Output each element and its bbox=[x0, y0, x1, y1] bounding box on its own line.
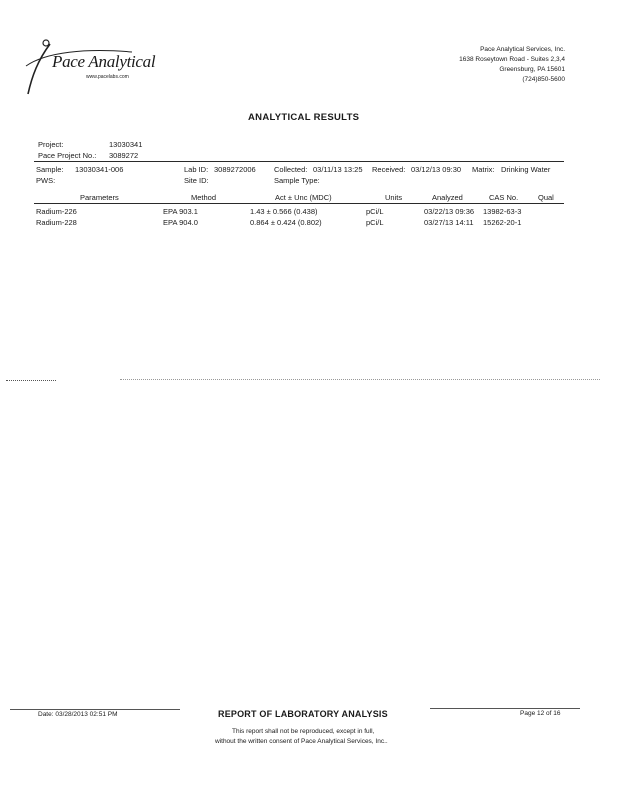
lab-id-value: 3089272006 bbox=[214, 165, 256, 174]
received-value: 03/12/13 09:30 bbox=[411, 165, 462, 174]
pace-project-value: 3089272 bbox=[109, 151, 139, 160]
table-header-rule bbox=[34, 203, 564, 204]
sample-type-label: Sample Type: bbox=[274, 176, 320, 185]
collected-value: 03/11/13 13:25 bbox=[313, 165, 363, 174]
matrix-value: Drinking Water bbox=[501, 165, 551, 174]
scan-artifact-line bbox=[120, 379, 600, 380]
cell-parameter: Radium-228 bbox=[36, 218, 77, 227]
col-header-units: Units bbox=[385, 193, 403, 202]
logo-url: www.pacelabs.com bbox=[86, 74, 129, 80]
pace-project-label: Pace Project No.: bbox=[38, 151, 97, 160]
cell-method: EPA 903.1 bbox=[163, 207, 198, 216]
col-header-activity: Act ± Unc (MDC) bbox=[275, 193, 332, 202]
cell-activity: 1.43 ± 0.566 (0.438) bbox=[250, 207, 318, 216]
lab-id-label: Lab ID: bbox=[184, 165, 209, 174]
logo-wordmark: Pace Analytical bbox=[52, 52, 156, 71]
cell-cas: 13982-63-3 bbox=[483, 207, 522, 216]
project-label: Project: bbox=[38, 140, 64, 149]
col-header-method: Method bbox=[191, 193, 217, 202]
company-logo bbox=[16, 34, 156, 96]
report-date: Date: 03/28/2013 02:51 PM bbox=[38, 711, 118, 718]
cell-units: pCi/L bbox=[366, 218, 384, 227]
matrix-label: Matrix: bbox=[472, 165, 495, 174]
report-footer-title: REPORT OF LABORATORY ANALYSIS bbox=[218, 709, 388, 719]
phone-number: (724)850-5600 bbox=[522, 76, 565, 83]
project-value: 13030341 bbox=[109, 140, 143, 149]
sample-value: 13030341-006 bbox=[75, 165, 124, 174]
footer-rule-right bbox=[430, 708, 580, 709]
scan-artifact-line bbox=[6, 380, 56, 381]
cell-cas: 15262-20-1 bbox=[483, 218, 522, 227]
site-id-label: Site ID: bbox=[184, 176, 209, 185]
address-line-1: 1638 Roseytown Road - Suites 2,3,4 bbox=[459, 56, 565, 63]
cell-analyzed: 03/22/13 09:36 bbox=[424, 207, 475, 216]
page-title: ANALYTICAL RESULTS bbox=[248, 112, 360, 123]
cell-units: pCi/L bbox=[366, 207, 384, 216]
company-name: Pace Analytical Services, Inc. bbox=[480, 46, 565, 53]
col-header-qual: Qual bbox=[538, 193, 554, 202]
footer-rule-left bbox=[10, 709, 180, 710]
cell-parameter: Radium-226 bbox=[36, 207, 77, 216]
col-header-cas: CAS No. bbox=[489, 193, 519, 202]
pws-label: PWS: bbox=[36, 176, 56, 185]
collected-label: Collected: bbox=[274, 165, 308, 174]
received-label: Received: bbox=[372, 165, 406, 174]
cell-activity: 0.864 ± 0.424 (0.802) bbox=[250, 218, 322, 227]
col-header-parameters: Parameters bbox=[80, 193, 119, 202]
footer-notice-2: without the written consent of Pace Analytical Services, Inc.. bbox=[215, 738, 388, 745]
address-line-2: Greensburg, PA 15601 bbox=[499, 66, 565, 73]
lab-address-block bbox=[459, 45, 565, 85]
cell-method: EPA 904.0 bbox=[163, 218, 198, 227]
cell-analyzed: 03/27/13 14:11 bbox=[424, 218, 474, 227]
sample-label: Sample: bbox=[36, 165, 64, 174]
footer-notice-1: This report shall not be reproduced, except in full, bbox=[232, 728, 375, 735]
page-number: Page 12 of 16 bbox=[520, 710, 561, 717]
col-header-analyzed: Analyzed bbox=[432, 193, 463, 202]
sample-top-rule bbox=[34, 161, 564, 162]
